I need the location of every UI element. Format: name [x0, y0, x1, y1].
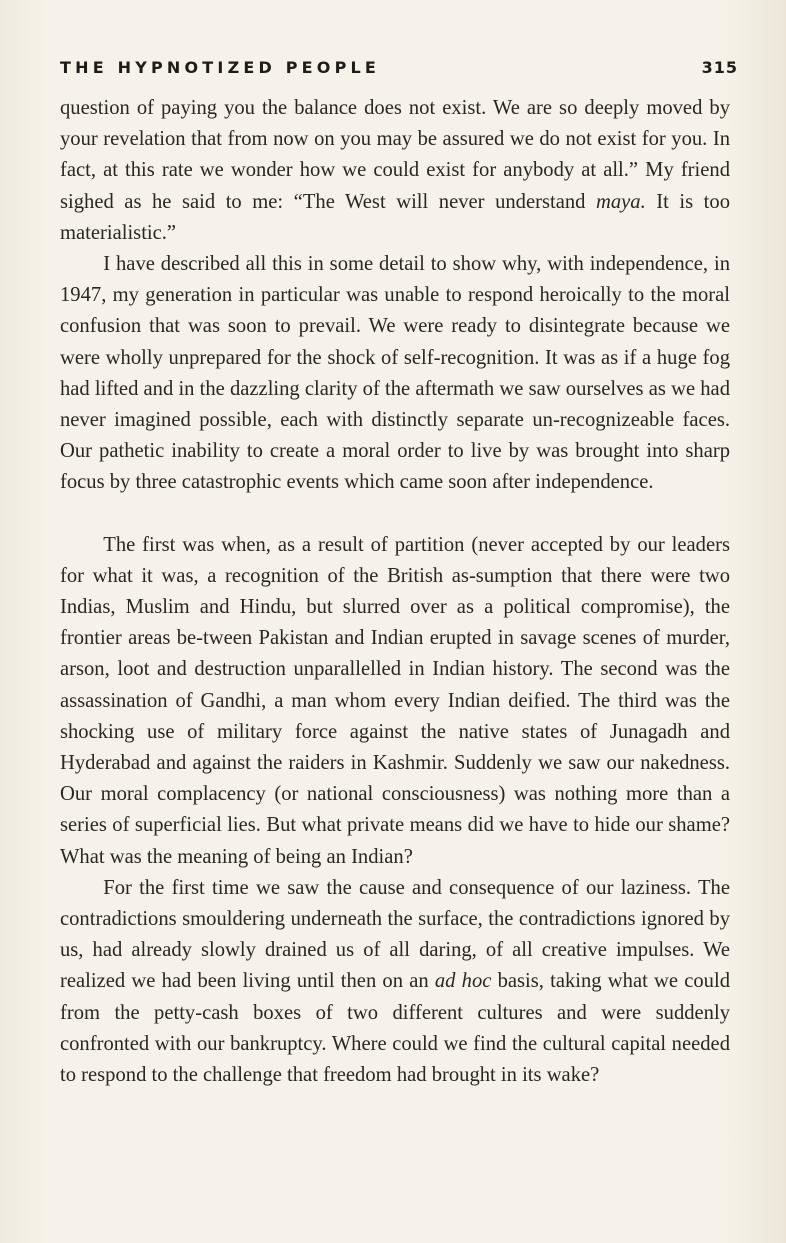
- italic-maya: maya.: [595, 190, 646, 213]
- paragraph-1: [60, 93, 730, 249]
- paragraph-4-part-1: For the first time we saw the cause and consequence of our laziness. The contradictions smouldering underneath the surface, the contradictions ignored by us, had already slowly drained us of all daring, of all creative impulses. We realized we had been living until then on an: [60, 876, 730, 993]
- paragraph-1-part-3: It is too materialistic.”: [60, 190, 730, 244]
- paragraph-1-part-1: question of paying you the balance does not exist. We are so deeply moved by your revelation that from now on you may be assured we do not exist for you. In fact, at this rate we wonder how we could exist for anybody at all.” My friend sighed as he said to me: “The West will never understand: [60, 97, 730, 213]
- running-head: [60, 58, 738, 77]
- paragraph-3: The first was when, as a result of partition (never accepted by our leaders for what it was, a recognition of the British as-sumption that there were two Indias, Muslim and Hindu, but slurred over as a political compromise), the frontier areas be-tween Pakistan and Indian erupted in savage scenes of murder, arson, loot and destruction unparallelled in Indian history. The second was the assassination of Gandhi, a man whom every Indian deified. The third was the shocking use of military force against the native states of Junagadh and Hyderabad and against the raiders in Kashmir. Suddenly we saw our nakedness. Our moral complacency (or national consciousness) was nothing more than a series of superficial lies. But what private means did we have to hide our shame? What was the meaning of being an Indian?: [60, 533, 730, 868]
- paragraph-4: [60, 873, 730, 1091]
- italic-ad-hoc: ad hoc: [434, 970, 492, 993]
- body-text: [60, 93, 730, 1091]
- paragraph-4-part-3: basis, taking what we could from the petty-cash boxes of two different cultures and were suddenly confronted with our bankruptcy. Where could we find the cultural capital needed to respond to the challenge that freedom had brought in its wake?: [60, 970, 730, 1087]
- paragraph-2: I have described all this in some detail to show why, with independence, in 1947, my generation in particular was unable to respond heroically to the moral confusion that was soon to prevail. We were ready to disintegrate because we were wholly unprepared for the shock of self-recognition. It was as if a huge fog had lifted and in the dazzling clarity of the aftermath we saw ourselves as we had never imagined possible, each with distinctly separate un-recognizeable faces. Our pathetic inability to create a moral order to live by was brought into sharp focus by three catastrophic events which came soon after independence.: [60, 253, 730, 494]
- page-number: 315: [701, 58, 738, 77]
- running-head-title: THE HYPNOTIZED PEOPLE: [60, 58, 381, 77]
